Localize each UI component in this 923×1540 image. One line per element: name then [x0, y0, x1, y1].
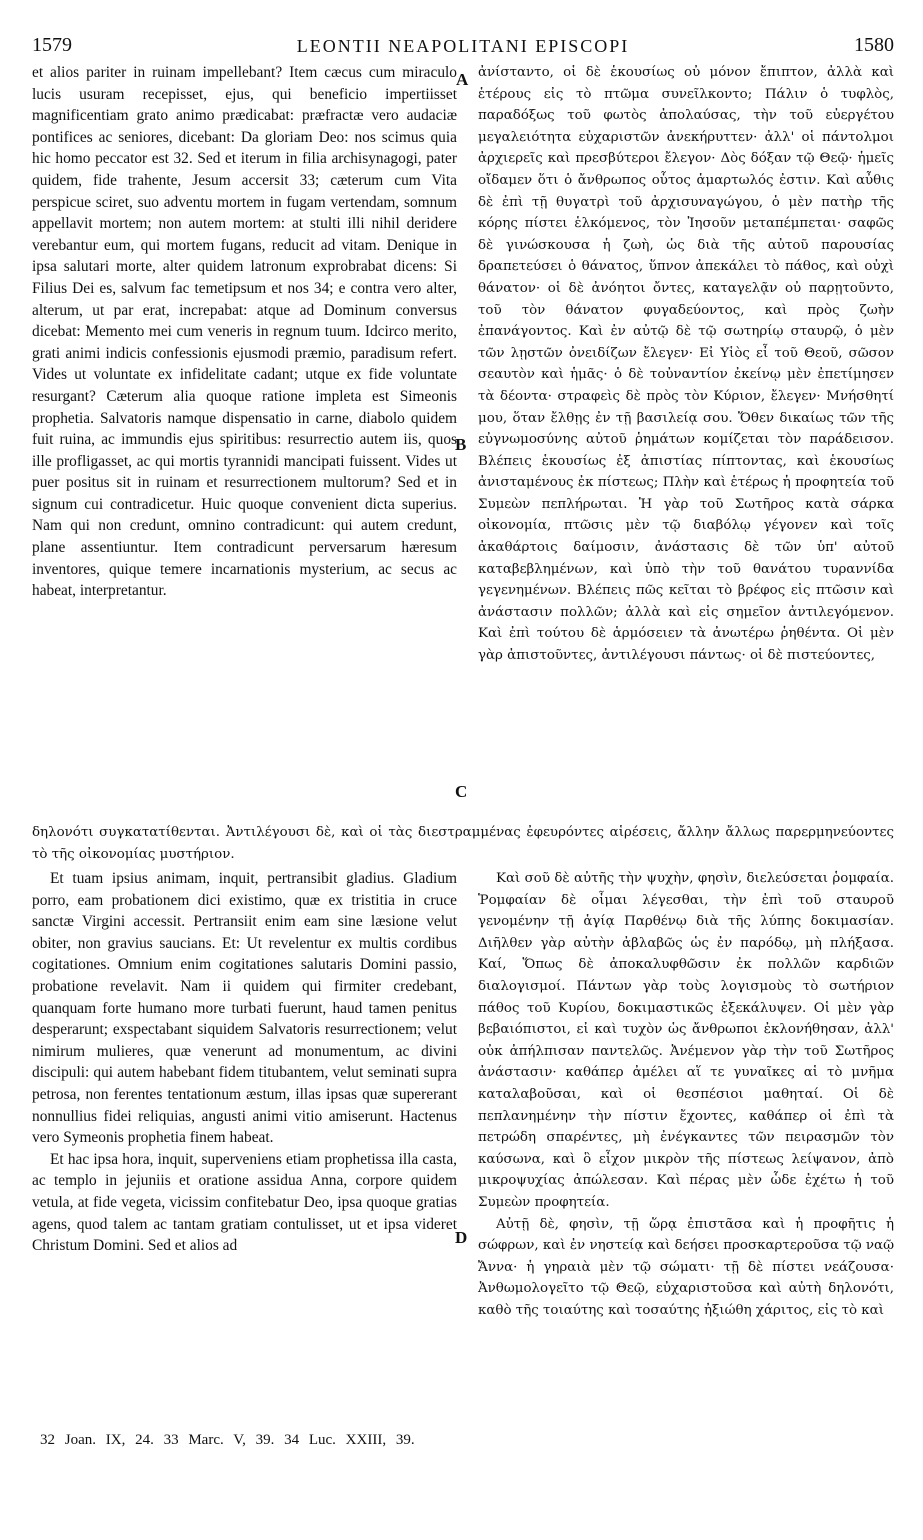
section-marker-c: C: [455, 782, 468, 801]
greek-column-lower: [478, 868, 894, 1321]
greek-paragraph: Καὶ σοῦ δὲ αὐτῆς τὴν ψυχὴν, φησὶν, διελεύσεται ῥομφαία. Ῥομφαίαν δὲ οἶμαι λέγεσθαι, τὴν ἐπὶ τοῦ σταυροῦ γενομένην τῇ ἁγίᾳ Παρθένῳ διὰ τῆς λύπης δοκιμασίαν. Διῆλθεν γὰρ αὐτὴν ἀβλαβῶς ὡς ἐν παρόδῳ, μὴ πλήξασα. Καί, Ὅπως δὲ ἀποκαλυφθῶσιν ἐκ πολλῶν καρδιῶν διαλογισμοί. Πάντων γὰρ τοὺς λογισμοὺς τὸ σωτήριον πάθος τοῦ Κυρίου, δοκιμαστικῶς ἐξεκάλυψεν. Οἱ μὲν γὰρ βεβαιόπιστοι, εἰ καὶ τυχὸν ὡς ἄνθρωποι ἐκλονήθησαν, ἀλλ' οὐκ ἀπήλπισαν παντελῶς. Ἀνέμενον γὰρ τὴν τοῦ Σωτῆρος ἀνάστασιν· καθάπερ ἀμέλει αἵ τε γυναῖκες αἱ τὸ μνῆμα καταλαβοῦσαι, καὶ οἱ θεσπέσιοι μαθηταί. Οἱ δὲ πεπλανημένην τὴν πίστιν ἔχοντες, καθάπερ οἱ ἐπὶ τὰ πετρώδη σπαρέντες, μὴ ἐνέγκαντες τῶν πειρασμῶν τὸν καύσωνα, καὶ ὃ εἶχον μικρὸν τῆς πίστεως λείψανον, ἀπὸ μικροψυχίας ἀπώλεσαν. Καὶ πέρας μὲν ὧδε ἐχέτω ἡ τοῦ Συμεὼν προφητεία.: [478, 871, 894, 1210]
greek-paragraph: ἀνίσταντο, οἱ δὲ ἑκουσίως οὐ μόνον ἔπιπτον, ἀλλὰ καὶ ἑτέρους εἰς τὸ πτῶμα συνεῖλκοντο; Πάλιν ὁ τυφλὸς, παραδόξως τοῦ φωτὸς ἀπολαύσας, τὴν τοῦ εὐεργέτου μεγαλειότητα εὐχαριστῶν ἀνεκήρυττεν· ἀλλ' οἱ πάντολμοι ἀρχιερεῖς καὶ πρεσβύτεροι ἔλεγον· Δὸς δόξαν τῷ Θεῷ· ἡμεῖς οἴδαμεν ὅτι ὁ ἄνθρωπος οὗτος ἁμαρτωλός ἐστιν. Καὶ αὖθις δὲ ἐπὶ τῇ θυγατρὶ τοῦ ἀρχισυναγώγου, ὁ μὲν πατὴρ τῆς κόρης πίστει ἑλκόμενος, τὸν Ἰησοῦν μεταπέμπεται· σαφῶς δὲ γινώσκουσα ἡ ζωὴ, ὡς διὰ τῆς αὐτοῦ παρουσίας δραπετεύσει ὁ θάνατος, ὕπνον ἀπεκάλει τὸ πάθος, καὶ οὐχὶ θάνατον· οἱ δὲ ἀνόητοι ὄντες, καταγελᾷν οὐ παρῃτοῦντο, τοῦ τὸν θάνατον φυγαδεύοντος, καὶ πρὸς ζωὴν ἐπανάγοντος. Καὶ ἐν αὐτῷ δὲ τῷ σωτηρίῳ σταυρῷ, ὁ μὲν τῶν λῃστῶν ὀνειδίζων ἔλεγεν· Εἰ Υἱὸς εἶ τοῦ Θεοῦ, σῶσον σεαυτὸν καὶ ἡμᾶς· ὁ δὲ τοὐναντίον ἐκείνῳ μὲν ἐπετίμησεν τὰ δέοντα· στραφεὶς δὲ πρὸς τὸν Κύριον, ἔλεγεν· Μνήσθητί μου, ὅταν ἔλθῃς ἐν τῇ βασιλείᾳ σου. Ὅθεν δικαίως τῶν τῆς εὐγνωμοσύνης αὐτοῦ ῥημάτων κομίζεται τὸν παράδεισον. Βλέπεις ἑκουσίως ἐξ ἀπιστίας πίπτοντας, καὶ ἑκουσίως ἀνισταμένους ἐκ πίστεως; Πλὴν καὶ ἑτέρως ἡ προφητεία τοῦ Συμεὼν πεπλήρωται. Ἡ γὰρ τοῦ Σωτῆρος κατὰ σάρκα οἰκονομία, πτῶσις μὲν τῷ διαβόλῳ γέγονεν καὶ τοῖς ἀκαθάρτοις δαίμοσιν, ἀνάστασις δὲ τῶν ὑπ' αὐτοῦ καταβεβλημένων, καὶ ὑπὸ τὴν τοῦ θανάτου τυραννίδα γεγενημένων. Βλέπεις πῶς κεῖται τὸ βρέφος εἰς πτῶσιν καὶ ἀνάστασιν πολλῶν; ἀλλὰ καὶ εἰς σημεῖον ἀντιλεγόμενον. Καὶ ἐπὶ τούτου δὲ ἁρμόσειεν τὰ ἀνωτέρω ῥηθέντα. Οἱ μὲν γὰρ ἀπιστοῦντες, ἀντιλέγουσι πάντως· οἱ δὲ πιστεύοντες,: [478, 65, 894, 664]
section-marker-b: B: [455, 435, 467, 454]
latin-column-lower: [32, 868, 457, 1257]
footnotes: 32 Joan. IX, 24. 33 Marc. V, 39. 34 Luc. XXIII, 39.: [40, 1432, 415, 1448]
greek-column-upper: [478, 62, 894, 667]
page-number-left: 1579: [32, 34, 72, 56]
greek-paragraph: Αὐτῇ δὲ, φησὶν, τῇ ὥρᾳ ἐπιστᾶσα καὶ ἡ προφῆτις ἡ σώφρων, καὶ ἐν νηστείᾳ καὶ δεήσει προσκαρτεροῦσα τῷ ναῷ Ἄννα· ἡ γηραιὰ μὲν τῷ σώματι· τῇ δὲ πίστει νεάζουσα· Ἀνθωμολογεῖτο τῷ Θεῷ, εὐχαριστοῦσα καὶ αὐτὴ δηλονότι, καθὸ τῆς τοιαύτης καὶ τοσαύτης ἠξιώθη χάριτος, εἰς τὸ καὶ: [478, 1216, 894, 1318]
page-number-right: 1580: [854, 34, 894, 56]
latin-paragraph: Et hac ipsa hora, inquit, superveniens etiam prophetissa illa casta, ac templo in jejuniis et oratione assidua Anna, corpore quidem vetula, at fide vegeta, vicissim confitebatur Deo, ipsa quoque gratias agens, quod talem ac tantam gratiam contulisset, ut et ipsa videret Christum Domini. Sed et alios ad: [32, 1150, 457, 1255]
page-header: [32, 34, 894, 58]
latin-paragraph: Et tuam ipsius animam, inquit, pertransibit gladius. Gladium porro, eam probationem dici existimo, quæ ex tristitia in cruce sanctæ Virgini accessit. Pertransiit enim eam sine læsione velut obiter, non gravius saucians. Et: Ut revelentur ex multis cordibus cogitationes. Omnium enim cogitationes salutaris Domini passio, probatione revelavit. Nam ii quidem qui firmiter credebant, quanquam forte humano more turbati fuerunt, haud tamen penitus desperarunt; exspectabant siquidem Salvatoris resurrectionem; velut nimirum mulieres, quæ venerunt ad monumentum, ac divini discipuli: qui autem habebant fidem titubantem, velut seminati supra petrosa, non ferentes tentationum æstum, illas ipsas quæ supererant nonnullius fidei reliquias, angusti animi vitio amiserunt. Hactenus vero Symeonis prophetia finem habeat.: [32, 870, 457, 1147]
greek-full-width-line: δηλονότι συγκατατίθενται. Ἀντιλέγουσι δὲ, καὶ οἱ τὰς διεστραμμένας ἐφευρόντες αἱρέσεις, ἄλλην ἄλλως παρερμηνεύοντες τὸ τῆς οἰκονομίας μυστήριον.: [32, 825, 894, 862]
latin-column-upper: [32, 62, 457, 602]
running-title: LEONTII NEAPOLITANI EPISCOPI: [296, 36, 630, 56]
latin-paragraph: et alios pariter in ruinam impellebant? Item cæcus cum miraculo lucis usuram recepisset, ejus, qui beneficio impertiisset magnificentiam grato animo prædicabat: præfractæ vero audaciæ pontifices ac seniores, dicebant: Da gloriam Deo: nos scimus quia hic homo peccator est 32. Sed et iterum in filia archisynagogi, pater quidem, fide trahente, Jesum accersit 33; cæterum cum Vita perspicue sciret, suo adventu mortem in fugam vertendam, somnum appellavit mortem; non autem mortem: at stulti illi nihil deridere verebantur eum, qui mortem fugans, reducit ad vitam. Denique in ipsa salutari morte, alter quidem latronum exprobrabat dicens: Si Filius Dei es, salvum fac temetipsum et nos 34; e contra vero alter, alterum, ut par erat, increpabat: atque ad Dominum conversus dicebat: Memento mei cum veneris in regnum tuum. Idcirco merito, grati animi indicis confessionis ejusmodi præmio, paradisum refert. Vides ut voluntate ex infidelitate cadant; utque ex fide voluntate resurgant? Cæterum alia quoque ratione impleta est Simeonis prophetia. Salvatoris namque dispensatio in carne, diabolo quidem fuit ruina, ac immundis ejus spiritibus: resurrectio autem iis, quos ille profligasset, ac qui mortis tyrannidi mancipati fuissent. Vides ut puer positus sit in ruinam et resurrectionem multorum? Sed et in signum cui contradicetur. Huic quoque convenient dicta superius. Nam qui non credunt, omnino contradicunt: qui autem credunt, plane assentiuntur. Item contradicunt perversarum hæresum inventores, quique temere incarnationis mysterium, ac secus ac habeat, interpretantur.: [32, 64, 457, 600]
section-marker-d: D: [455, 1228, 468, 1247]
section-marker-a: A: [456, 70, 469, 89]
